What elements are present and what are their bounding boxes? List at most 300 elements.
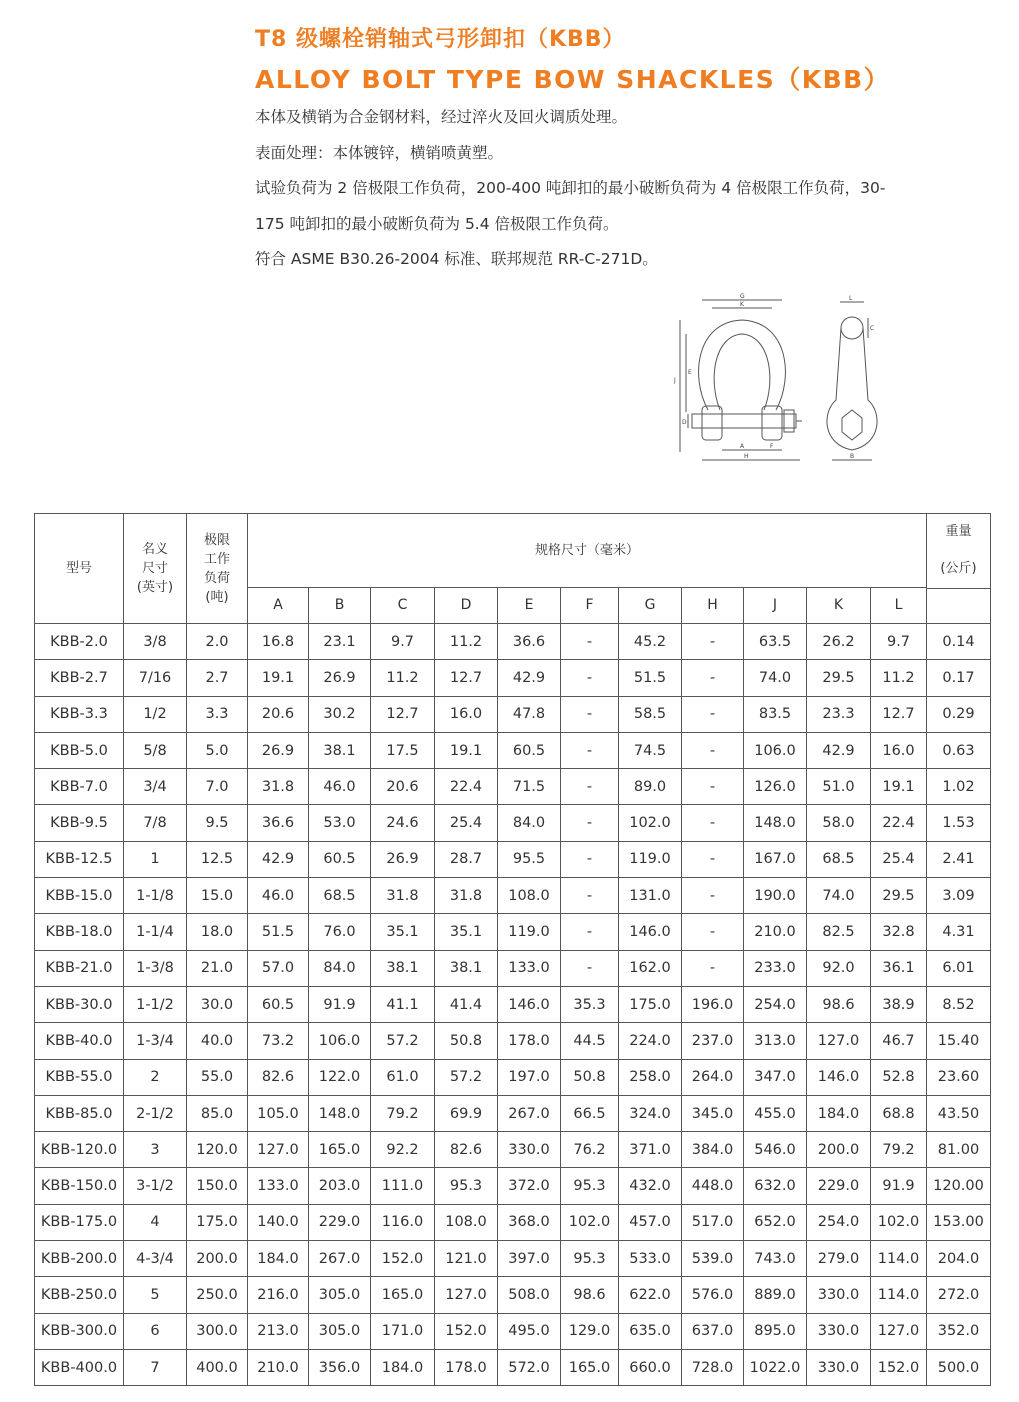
table-row: [35, 1241, 991, 1277]
table-cell: 448.0: [682, 1168, 744, 1204]
table-cell: 6.01: [927, 950, 991, 986]
table-cell: 69.9: [435, 1095, 498, 1131]
table-cell: -: [561, 732, 619, 768]
table-cell: 121.0: [435, 1241, 498, 1277]
table-cell: 210.0: [744, 914, 807, 950]
table-row: [35, 1168, 991, 1204]
table-cell: 126.0: [744, 769, 807, 805]
table-cell: 1-3/8: [124, 950, 187, 986]
table-cell: 42.9: [807, 732, 871, 768]
table-cell: 152.0: [371, 1241, 435, 1277]
table-cell: 26.9: [248, 732, 309, 768]
table-cell: 175.0: [619, 986, 682, 1022]
table-cell: -: [682, 878, 744, 914]
diagram-label: K: [740, 301, 744, 308]
table-row: [35, 878, 991, 914]
table-cell: 150.0: [187, 1168, 248, 1204]
table-cell: 19.1: [435, 732, 498, 768]
table-cell: 11.2: [371, 660, 435, 696]
table-cell: KBB-400.0: [35, 1349, 124, 1385]
table-cell: 15.0: [187, 878, 248, 914]
table-cell: 347.0: [744, 1059, 807, 1095]
table-cell: 57.2: [435, 1059, 498, 1095]
table-cell: 45.2: [619, 624, 682, 660]
table-cell: 41.4: [435, 986, 498, 1022]
table-cell: -: [682, 624, 744, 660]
table-cell: 44.5: [561, 1023, 619, 1059]
table-cell: 184.0: [248, 1241, 309, 1277]
table-cell: 22.4: [435, 769, 498, 805]
table-cell: 63.5: [744, 624, 807, 660]
table-cell: 6: [124, 1313, 187, 1349]
table-cell: 46.0: [248, 878, 309, 914]
table-cell: 22.4: [871, 805, 927, 841]
table-cell: 20.6: [248, 696, 309, 732]
table-cell: 500.0: [927, 1349, 991, 1385]
table-cell: 15.40: [927, 1023, 991, 1059]
table-cell: 2.7: [187, 660, 248, 696]
table-cell: 224.0: [619, 1023, 682, 1059]
table-cell: 264.0: [682, 1059, 744, 1095]
table-cell: 4.31: [927, 914, 991, 950]
table-cell: 25.4: [435, 805, 498, 841]
table-cell: -: [561, 660, 619, 696]
table-row: [35, 1313, 991, 1349]
table-cell: 36.1: [871, 950, 927, 986]
table-cell: 200.0: [187, 1241, 248, 1277]
table-cell: 330.0: [807, 1313, 871, 1349]
table-cell: 127.0: [871, 1313, 927, 1349]
table-cell: KBB-40.0: [35, 1023, 124, 1059]
table-cell: 111.0: [371, 1168, 435, 1204]
table-cell: 7: [124, 1349, 187, 1385]
table-cell: 171.0: [371, 1313, 435, 1349]
table-cell: 31.8: [248, 769, 309, 805]
table-cell: 400.0: [187, 1349, 248, 1385]
specification-table: [34, 513, 991, 1386]
table-row: [35, 660, 991, 696]
table-cell: 272.0: [927, 1277, 991, 1313]
table-cell: 539.0: [682, 1241, 744, 1277]
table-cell: 25.4: [871, 841, 927, 877]
table-cell: 508.0: [498, 1277, 561, 1313]
table-row: [35, 986, 991, 1022]
table-cell: 330.0: [498, 1132, 561, 1168]
table-cell: 1-3/4: [124, 1023, 187, 1059]
table-cell: 38.1: [435, 950, 498, 986]
header-column-k: K: [807, 587, 871, 623]
table-cell: 29.5: [807, 660, 871, 696]
diagram-label: C: [870, 325, 875, 332]
table-cell: 368.0: [498, 1204, 561, 1240]
table-cell: 267.0: [498, 1095, 561, 1131]
table-cell: 0.17: [927, 660, 991, 696]
table-cell: 165.0: [371, 1277, 435, 1313]
description-line: 本体及横销为合金钢材料，经过淬火及回火调质处理。: [255, 108, 628, 126]
table-cell: 38.9: [871, 986, 927, 1022]
table-cell: 51.5: [248, 914, 309, 950]
table-cell: 7.0: [187, 769, 248, 805]
diagram-label: A: [740, 443, 745, 450]
table-cell: KBB-3.3: [35, 696, 124, 732]
table-cell: 372.0: [498, 1168, 561, 1204]
table-cell: 36.6: [248, 805, 309, 841]
table-cell: 546.0: [744, 1132, 807, 1168]
table-cell: 210.0: [248, 1349, 309, 1385]
table-cell: 572.0: [498, 1349, 561, 1385]
table-cell: 2.0: [187, 624, 248, 660]
table-cell: 119.0: [619, 841, 682, 877]
table-cell: -: [682, 732, 744, 768]
table-cell: 250.0: [187, 1277, 248, 1313]
table-cell: 313.0: [744, 1023, 807, 1059]
page-title-cn: T8 级螺栓销轴式弓形卸扣（KBB）: [255, 27, 626, 52]
table-cell: 196.0: [682, 986, 744, 1022]
table-cell: 61.0: [371, 1059, 435, 1095]
header-dimensions: 规格尺寸（毫米）: [248, 514, 927, 588]
table-cell: 184.0: [371, 1349, 435, 1385]
table-cell: 46.7: [871, 1023, 927, 1059]
table-cell: 371.0: [619, 1132, 682, 1168]
table-cell: 79.2: [371, 1095, 435, 1131]
table-cell: 74.5: [619, 732, 682, 768]
description-line: 表面处理：本体镀锌，横销喷黄塑。: [255, 143, 504, 162]
table-cell: 116.0: [371, 1204, 435, 1240]
table-cell: 146.0: [807, 1059, 871, 1095]
table-cell: -: [561, 805, 619, 841]
table-cell: 16.8: [248, 624, 309, 660]
table-cell: 85.0: [187, 1095, 248, 1131]
table-cell: 42.9: [248, 841, 309, 877]
diagram-label: H: [744, 453, 749, 460]
table-cell: 23.3: [807, 696, 871, 732]
table-cell: 41.1: [371, 986, 435, 1022]
table-cell: 0.14: [927, 624, 991, 660]
table-cell: 330.0: [807, 1277, 871, 1313]
table-cell: 84.0: [309, 950, 371, 986]
table-cell: 233.0: [744, 950, 807, 986]
header-column-a: A: [248, 587, 309, 623]
table-cell: KBB-18.0: [35, 914, 124, 950]
table-cell: 68.8: [871, 1095, 927, 1131]
table-cell: 345.0: [682, 1095, 744, 1131]
table-cell: 23.1: [309, 624, 371, 660]
table-cell: 129.0: [561, 1313, 619, 1349]
table-cell: 213.0: [248, 1313, 309, 1349]
table-row: [35, 805, 991, 841]
table-cell: -: [561, 878, 619, 914]
description-line: 符合 ASME B30.26-2004 标准、联邦规范 RR-C-271D。: [255, 250, 658, 268]
table-cell: 89.0: [619, 769, 682, 805]
table-cell: 74.0: [744, 660, 807, 696]
table-cell: 3-1/2: [124, 1168, 187, 1204]
table-cell: 26.9: [371, 841, 435, 877]
table-cell: 23.60: [927, 1059, 991, 1095]
table-cell: 84.0: [498, 805, 561, 841]
header-wll: 极限 工作 负荷 (吨): [187, 514, 248, 624]
table-cell: 495.0: [498, 1313, 561, 1349]
table-cell: 5.0: [187, 732, 248, 768]
table-cell: KBB-12.5: [35, 841, 124, 877]
table-cell: 38.1: [309, 732, 371, 768]
table-row: [35, 1349, 991, 1385]
table-row: [35, 1204, 991, 1240]
table-cell: 146.0: [619, 914, 682, 950]
table-cell: 60.5: [309, 841, 371, 877]
table-cell: 92.2: [371, 1132, 435, 1168]
table-cell: 21.0: [187, 950, 248, 986]
table-cell: 127.0: [435, 1277, 498, 1313]
table-cell: KBB-5.0: [35, 732, 124, 768]
table-cell: 660.0: [619, 1349, 682, 1385]
table-cell: 81.00: [927, 1132, 991, 1168]
table-row: [35, 1059, 991, 1095]
table-cell: 82.6: [248, 1059, 309, 1095]
table-cell: 1/2: [124, 696, 187, 732]
table-cell: 12.7: [871, 696, 927, 732]
table-cell: KBB-200.0: [35, 1241, 124, 1277]
table-cell: 30.2: [309, 696, 371, 732]
table-cell: 229.0: [807, 1168, 871, 1204]
table-cell: 267.0: [309, 1241, 371, 1277]
table-cell: 197.0: [498, 1059, 561, 1095]
table-cell: 165.0: [309, 1132, 371, 1168]
table-cell: 38.1: [371, 950, 435, 986]
table-cell: 29.5: [871, 878, 927, 914]
table-cell: 258.0: [619, 1059, 682, 1095]
table-cell: 57.2: [371, 1023, 435, 1059]
table-cell: 102.0: [561, 1204, 619, 1240]
table-cell: 652.0: [744, 1204, 807, 1240]
table-cell: 0.29: [927, 696, 991, 732]
table-cell: 305.0: [309, 1313, 371, 1349]
table-cell: -: [682, 914, 744, 950]
table-cell: 91.9: [309, 986, 371, 1022]
table-cell: 184.0: [807, 1095, 871, 1131]
diagram-label: F: [770, 443, 774, 450]
table-cell: 20.6: [371, 769, 435, 805]
table-cell: 92.0: [807, 950, 871, 986]
table-cell: 95.3: [561, 1241, 619, 1277]
table-cell: 1-1/4: [124, 914, 187, 950]
table-cell: 120.00: [927, 1168, 991, 1204]
table-cell: 133.0: [498, 950, 561, 986]
table-cell: -: [561, 769, 619, 805]
table-cell: 152.0: [435, 1313, 498, 1349]
table-cell: 152.0: [871, 1349, 927, 1385]
table-cell: 95.3: [435, 1168, 498, 1204]
header-nominal-size: 名义 尺寸 (英寸): [124, 514, 187, 624]
table-cell: 140.0: [248, 1204, 309, 1240]
table-cell: -: [682, 769, 744, 805]
table-cell: 162.0: [619, 950, 682, 986]
table-cell: 114.0: [871, 1277, 927, 1313]
table-cell: 30.0: [187, 986, 248, 1022]
table-cell: 60.5: [498, 732, 561, 768]
table-cell: 32.8: [871, 914, 927, 950]
table-cell: 743.0: [744, 1241, 807, 1277]
table-cell: 153.00: [927, 1204, 991, 1240]
table-cell: 397.0: [498, 1241, 561, 1277]
table-cell: 35.1: [371, 914, 435, 950]
table-cell: KBB-300.0: [35, 1313, 124, 1349]
table-cell: KBB-85.0: [35, 1095, 124, 1131]
table-cell: 68.5: [807, 841, 871, 877]
table-cell: 203.0: [309, 1168, 371, 1204]
table-cell: 165.0: [561, 1349, 619, 1385]
table-cell: 26.2: [807, 624, 871, 660]
table-cell: 66.5: [561, 1095, 619, 1131]
header-column-c: C: [371, 587, 435, 623]
table-cell: 127.0: [807, 1023, 871, 1059]
header-weight: 重量 (公斤): [927, 514, 991, 624]
table-cell: 5/8: [124, 732, 187, 768]
table-cell: KBB-9.5: [35, 805, 124, 841]
table-cell: 31.8: [435, 878, 498, 914]
table-cell: 120.0: [187, 1132, 248, 1168]
table-row: [35, 841, 991, 877]
table-cell: 3.09: [927, 878, 991, 914]
table-cell: KBB-2.7: [35, 660, 124, 696]
table-cell: 1022.0: [744, 1349, 807, 1385]
table-cell: 19.1: [871, 769, 927, 805]
table-cell: 82.6: [435, 1132, 498, 1168]
table-cell: -: [561, 841, 619, 877]
product-description: [255, 100, 915, 278]
table-cell: 1.53: [927, 805, 991, 841]
shackle-diagram: [672, 292, 875, 472]
table-cell: 42.9: [498, 660, 561, 696]
table-cell: 330.0: [807, 1349, 871, 1385]
table-cell: 4: [124, 1204, 187, 1240]
table-cell: KBB-7.0: [35, 769, 124, 805]
header-column-e: E: [498, 587, 561, 623]
table-cell: 16.0: [871, 732, 927, 768]
diagram-label: L: [849, 295, 853, 302]
table-cell: 43.50: [927, 1095, 991, 1131]
table-cell: 82.5: [807, 914, 871, 950]
table-cell: 4-3/4: [124, 1241, 187, 1277]
page-title-en: ALLOY BOLT TYPE BOW SHACKLES（KBB）: [255, 65, 891, 94]
table-cell: 28.7: [435, 841, 498, 877]
table-cell: 76.2: [561, 1132, 619, 1168]
table-cell: 384.0: [682, 1132, 744, 1168]
table-cell: -: [561, 624, 619, 660]
table-cell: 60.5: [248, 986, 309, 1022]
table-cell: KBB-175.0: [35, 1204, 124, 1240]
table-cell: 889.0: [744, 1277, 807, 1313]
table-cell: 200.0: [807, 1132, 871, 1168]
table-cell: 300.0: [187, 1313, 248, 1349]
header-column-h: H: [682, 587, 744, 623]
table-cell: 204.0: [927, 1241, 991, 1277]
table-cell: 455.0: [744, 1095, 807, 1131]
table-cell: 26.9: [309, 660, 371, 696]
table-cell: 11.2: [871, 660, 927, 696]
table-cell: 190.0: [744, 878, 807, 914]
table-cell: 178.0: [498, 1023, 561, 1059]
table-cell: KBB-30.0: [35, 986, 124, 1022]
table-cell: KBB-120.0: [35, 1132, 124, 1168]
table-cell: 95.5: [498, 841, 561, 877]
table-cell: 102.0: [619, 805, 682, 841]
table-cell: 9.7: [371, 624, 435, 660]
table-cell: 50.8: [561, 1059, 619, 1095]
table-cell: 324.0: [619, 1095, 682, 1131]
header-column-f: F: [561, 587, 619, 623]
table-cell: -: [682, 950, 744, 986]
table-cell: 19.1: [248, 660, 309, 696]
table-cell: 68.5: [309, 878, 371, 914]
table-row: [35, 1132, 991, 1168]
diagram-label: J: [674, 377, 676, 384]
table-cell: 457.0: [619, 1204, 682, 1240]
table-cell: 11.2: [435, 624, 498, 660]
table-cell: 635.0: [619, 1313, 682, 1349]
table-cell: 122.0: [309, 1059, 371, 1095]
table-cell: 8.52: [927, 986, 991, 1022]
table-cell: 148.0: [744, 805, 807, 841]
table-cell: -: [561, 914, 619, 950]
table-cell: -: [561, 950, 619, 986]
table-cell: 432.0: [619, 1168, 682, 1204]
table-cell: 57.0: [248, 950, 309, 986]
description-line: 试验负荷为 2 倍极限工作负荷，200-400 吨卸扣的最小破断负荷为 4 倍极限工作负荷，30-175 吨卸扣的最小破断负荷为 5.4 倍极限工作负荷。: [255, 179, 886, 233]
diagram-label: D: [682, 419, 687, 426]
table-cell: 3: [124, 1132, 187, 1168]
table-cell: 2-1/2: [124, 1095, 187, 1131]
table-cell: 7/16: [124, 660, 187, 696]
table-cell: 1.02: [927, 769, 991, 805]
table-cell: 98.6: [807, 986, 871, 1022]
table-cell: KBB-55.0: [35, 1059, 124, 1095]
table-cell: 0.63: [927, 732, 991, 768]
table-cell: -: [682, 805, 744, 841]
table-cell: 728.0: [682, 1349, 744, 1385]
table-cell: 24.6: [371, 805, 435, 841]
table-cell: 148.0: [309, 1095, 371, 1131]
table-cell: 12.5: [187, 841, 248, 877]
table-cell: 51.0: [807, 769, 871, 805]
table-cell: 1-1/2: [124, 986, 187, 1022]
table-cell: 40.0: [187, 1023, 248, 1059]
table-cell: 74.0: [807, 878, 871, 914]
table-cell: -: [682, 660, 744, 696]
table-cell: 98.6: [561, 1277, 619, 1313]
table-cell: 53.0: [309, 805, 371, 841]
table-cell: 55.0: [187, 1059, 248, 1095]
table-cell: 175.0: [187, 1204, 248, 1240]
table-row: [35, 769, 991, 805]
table-cell: 279.0: [807, 1241, 871, 1277]
table-cell: 356.0: [309, 1349, 371, 1385]
table-cell: 637.0: [682, 1313, 744, 1349]
table-cell: 102.0: [871, 1204, 927, 1240]
table-cell: 58.0: [807, 805, 871, 841]
table-cell: 254.0: [744, 986, 807, 1022]
table-cell: 3/8: [124, 624, 187, 660]
table-cell: 106.0: [309, 1023, 371, 1059]
table-cell: 1: [124, 841, 187, 877]
table-cell: 73.2: [248, 1023, 309, 1059]
table-cell: KBB-150.0: [35, 1168, 124, 1204]
table-cell: 16.0: [435, 696, 498, 732]
table-cell: 36.6: [498, 624, 561, 660]
table-cell: 131.0: [619, 878, 682, 914]
table-cell: 254.0: [807, 1204, 871, 1240]
table-cell: 517.0: [682, 1204, 744, 1240]
diagram-label: B: [850, 453, 855, 460]
